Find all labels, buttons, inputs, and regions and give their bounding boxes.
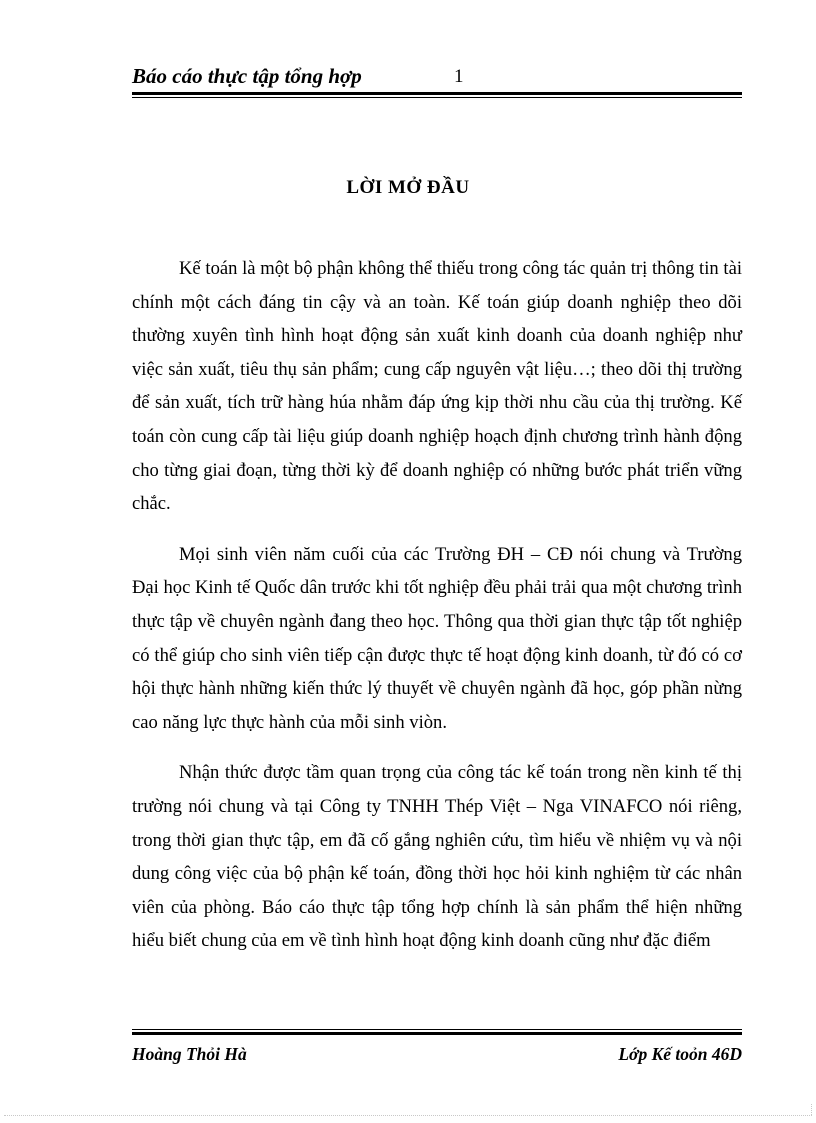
footer-rule-thin [132,1029,742,1030]
paragraph: Mọi sinh viên năm cuối của các Trường ĐH – CĐ nói chung và Trường Đại học Kinh tế Quốc dân trước khi tốt nghiệp đều phải trải qua một chương trình thực tập về chuyên ngành đang theo học. Thông qua thời gian thực tập tốt nghiệp có thể giúp cho sinh viên tiếp cận được thực tế hoạt động kinh doanh, từ đó có cơ hội thực hành những kiến thức lý thuyết về chuyên ngành đã học, góp phần nừng cao năng lực thực hành của mỗi sinh viòn. [132,543,742,733]
page-edge-guide [4,1115,812,1116]
header-rule-thin [132,97,742,98]
section-heading: LỜI MỞ ĐẦU [346,177,470,198]
footer-rule-thick [132,1032,742,1035]
document-body [132,252,742,975]
paragraph: Kế toán là một bộ phận không thể thiếu trong công tác quản trị thông tin tài chính một cách đáng tin cậy và an toàn. Kế toán giúp doanh nghiệp theo dõi thường xuyên tình hình hoạt động sản xuất kinh doanh của doanh nghiệp như việc sản xuất, tiêu thụ sản phẩm; cung cấp nguyên vật liệu…; theo dõi thị trường để sản xuất, tích trữ hàng húa nhằm đáp ứng kịp thời nhu cầu của thị trường. Kế toán còn cung cấp tài liệu giúp doanh nghiệp hoạch định chương trình hành động cho từng giai đoạn, từng thời kỳ để doanh nghiệp có những bước phát triển vững chắc. [132,258,742,515]
header-rule-thick [132,92,742,95]
page-corner-guide [811,1104,812,1115]
footer-class: Lớp Kế toỏn 46D [618,1044,742,1064]
page-number: 1 [454,66,464,87]
header-title: Báo cáo thực tập tổng hợp [132,64,362,88]
paragraph: Nhận thức được tầm quan trọng của công tác kế toán trong nền kinh tế thị trường nói chung và tại Công ty TNHH Thép Việt – Nga VINAFCO nói riêng, trong thời gian thực tập, em đã cố gắng nghiên cứu, tìm hiểu về nhiệm vụ và nội dung công việc của bộ phận kế toán, đồng thời học hỏi kinh nghiệm từ các nhân viên của phòng. Báo cáo thực tập tổng hợp chính là sản phẩm thể hiện những hiểu biết chung của em về tình hình hoạt động kinh doanh cũng như đặc điểm [132,762,742,952]
page-header [132,62,742,92]
footer-author: Hoàng Thỏi Hà [132,1044,247,1064]
